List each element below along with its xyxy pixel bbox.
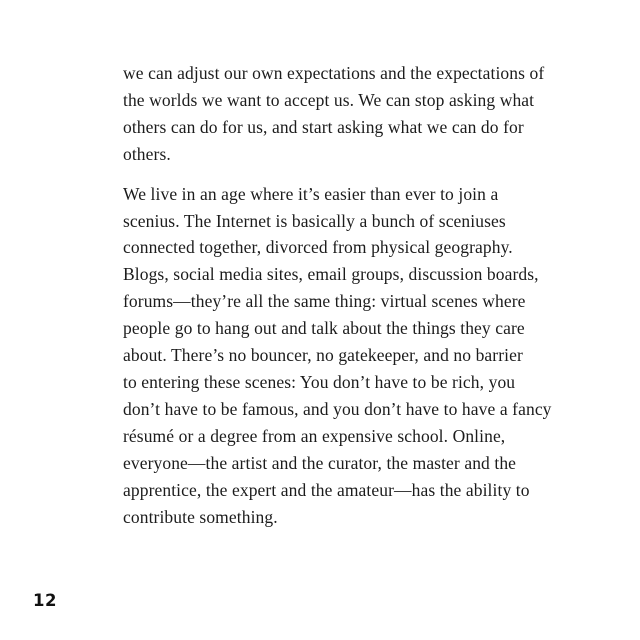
page-number: 12 — [33, 591, 57, 610]
text-line: contribute something. — [123, 506, 278, 527]
text-line: others can do for us, and start asking what we can do for — [123, 116, 524, 137]
paragraph — [123, 60, 545, 168]
body-text — [123, 60, 552, 543]
text-line: scenius. The Internet is basically a bunch of sceniuses — [123, 210, 506, 231]
text-line: about. There’s no bouncer, no gatekeeper, and no barrier — [123, 345, 523, 366]
text-line: people go to hang out and talk about the things they care — [123, 318, 525, 339]
text-line: connected together, divorced from physical geography. — [123, 237, 513, 258]
text-line: others. — [123, 143, 171, 164]
text-line: we can adjust our own expectations and the expectations of — [123, 63, 545, 83]
text-line: everyone—the artist and the curator, the master and the — [123, 452, 517, 473]
text-line: résumé or a degree from an expensive school. Online, — [123, 425, 506, 446]
text-line: the worlds we want to accept us. We can stop asking what — [123, 89, 535, 110]
text-line: apprentice, the expert and the amateur—has the ability to — [123, 479, 530, 500]
text-line: don’t have to be famous, and you don’t have to have a fancy — [123, 398, 552, 419]
text-line: forums—they’re all the same thing: virtual scenes where — [123, 291, 526, 312]
text-line: Blogs, social media sites, email groups, discussion boards, — [123, 264, 539, 285]
text-line: to entering these scenes: You don’t have to be rich, you — [123, 371, 516, 392]
paragraph — [123, 181, 552, 531]
text-line: We live in an age where it’s easier than ever to join a — [123, 183, 499, 204]
